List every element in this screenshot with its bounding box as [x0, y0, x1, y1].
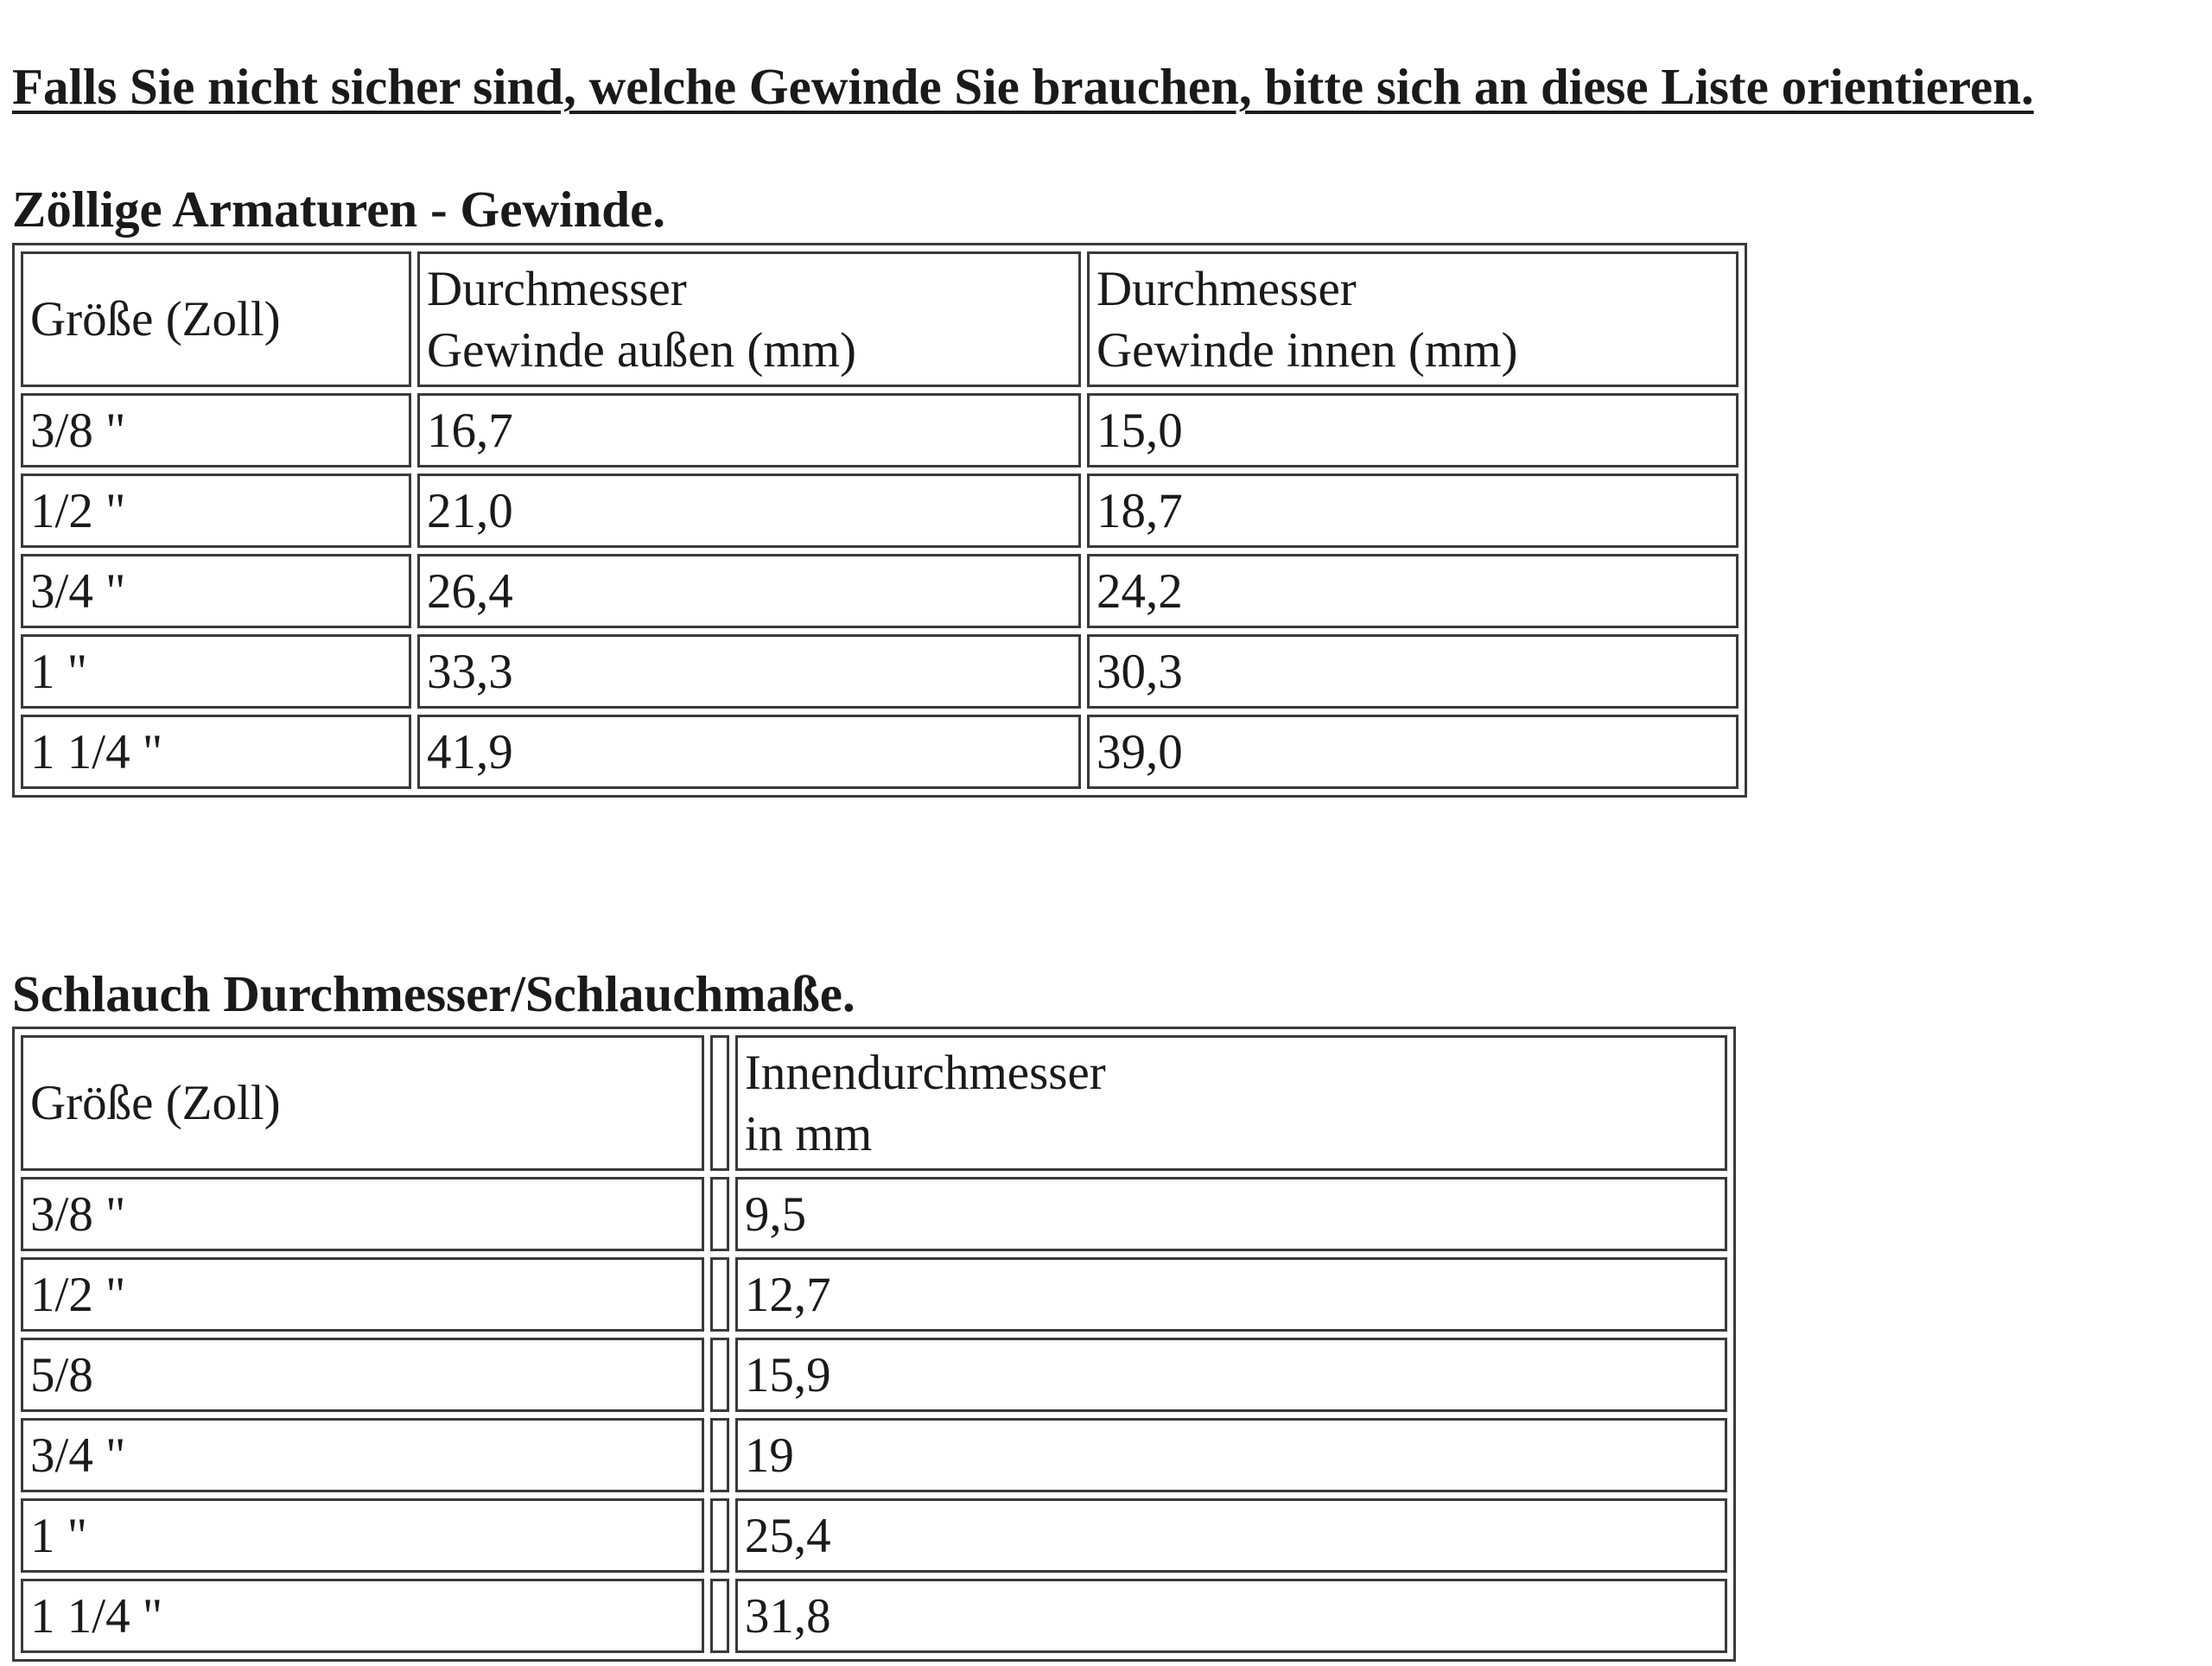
header-cell-size [21, 251, 411, 387]
table-row [21, 1498, 1727, 1573]
table-row [21, 634, 1738, 709]
outer-diameter-cell: 33,3 [417, 634, 1081, 709]
table-row [21, 1338, 1727, 1412]
size-cell: 3/4 " [21, 1418, 704, 1492]
outer-diameter-cell: 21,0 [417, 474, 1081, 548]
inner-diameter-cell: 15,0 [1087, 393, 1738, 467]
table-row [21, 554, 1738, 628]
header-label: Innendurchmesser [744, 1045, 1106, 1100]
inner-diameter-cell: 25,4 [735, 1498, 1727, 1573]
header-cell-inner-diameter [735, 1035, 1727, 1171]
inner-diameter-cell: 19 [735, 1418, 1727, 1492]
size-cell: 1 " [21, 634, 411, 709]
size-cell: 1 1/4 " [21, 715, 411, 789]
hose-diameter-table [12, 1027, 1736, 1662]
table-row [21, 1257, 1727, 1332]
spacer-cell [710, 1257, 729, 1332]
table-row [21, 715, 1738, 789]
table-header-row [21, 1035, 1727, 1171]
table-row [21, 393, 1738, 467]
spacer-cell [710, 1579, 729, 1653]
table-row [21, 1418, 1727, 1492]
size-cell: 1/2 " [21, 474, 411, 548]
inner-diameter-cell: 15,9 [735, 1338, 1727, 1412]
size-cell: 3/8 " [21, 1177, 704, 1251]
header-cell-size [21, 1035, 704, 1171]
size-cell: 3/8 " [21, 393, 411, 467]
header-label: Durchmesser [427, 261, 687, 316]
outer-diameter-cell: 26,4 [417, 554, 1081, 628]
size-cell: 3/4 " [21, 554, 411, 628]
fittings-thread-table [12, 243, 1747, 798]
table-row [21, 1177, 1727, 1251]
header-label: Gewinde innen (mm) [1096, 322, 1518, 378]
inner-diameter-cell: 12,7 [735, 1257, 1727, 1332]
header-cell-outer-diameter [417, 251, 1081, 387]
table-row [21, 474, 1738, 548]
header-label: Gewinde außen (mm) [427, 322, 856, 378]
inner-diameter-cell: 39,0 [1087, 715, 1738, 789]
header-cell-spacer [710, 1035, 729, 1171]
spacer-cell [710, 1338, 729, 1412]
spacer-cell [710, 1418, 729, 1492]
inner-diameter-cell: 31,8 [735, 1579, 1727, 1653]
header-label: Größe (Zoll) [30, 292, 281, 347]
header-label: Durchmesser [1096, 261, 1357, 316]
inner-diameter-cell: 9,5 [735, 1177, 1727, 1251]
inner-diameter-cell: 30,3 [1087, 634, 1738, 709]
header-label: Größe (Zoll) [30, 1076, 281, 1130]
size-cell: 1 1/4 " [21, 1579, 704, 1653]
size-cell: 5/8 [21, 1338, 704, 1412]
spacer-cell [710, 1177, 729, 1251]
inner-diameter-cell: 24,2 [1087, 554, 1738, 628]
header-cell-inner-diameter [1087, 251, 1738, 387]
table-row [21, 1579, 1727, 1653]
inner-diameter-cell: 18,7 [1087, 474, 1738, 548]
intro-notice: Falls Sie nicht sicher sind, welche Gewinde Sie brauchen, bitte sich an diese Liste orientieren. [12, 58, 2034, 115]
header-label: in mm [744, 1106, 873, 1161]
fittings-table-title: Zöllige Armaturen - Gewinde. [12, 181, 666, 238]
hose-table-title: Schlauch Durchmesser/Schlauchmaße. [12, 965, 855, 1022]
size-cell: 1 " [21, 1498, 704, 1573]
outer-diameter-cell: 41,9 [417, 715, 1081, 789]
size-cell: 1/2 " [21, 1257, 704, 1332]
outer-diameter-cell: 16,7 [417, 393, 1081, 467]
spacer-cell [710, 1498, 729, 1573]
table-header-row [21, 251, 1738, 387]
